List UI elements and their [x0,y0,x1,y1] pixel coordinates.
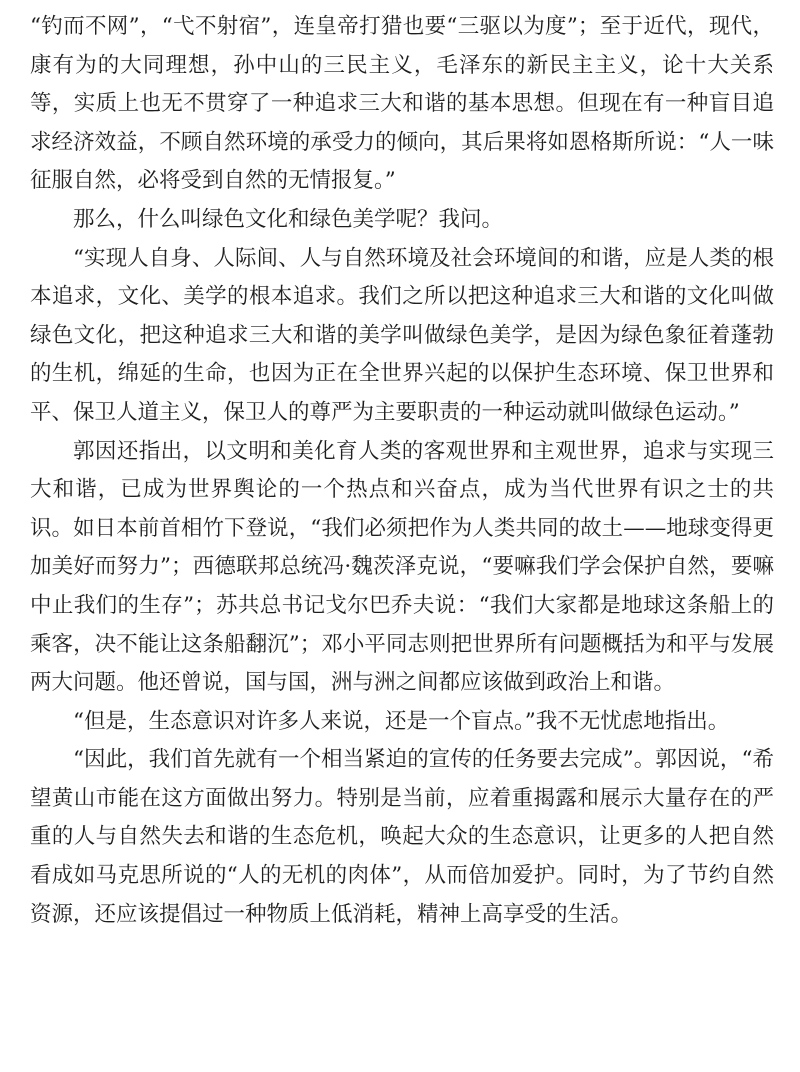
paragraph-1: “钓而不网”，“弋不射宿”，连皇帝打猎也要“三驱以为度”；至于近代，现代，康有为的大同理想，孙中山的三民主义，毛泽东的新民主主义，论十大关系等，实质上也无不贯穿了一种追求三大和谐的基本思想。但现在有一种盲目追求经济效益，不顾自然环境的承受力的倾向，其后果将如恩格斯所说：“人一味征服自然，必将受到自然的无情报复。” [30,14,774,194]
paragraph-4: 郭因还指出，以文明和美化育人类的客观世界和主观世界，追求与实现三大和谐，已成为世界舆论的一个热点和兴奋点，成为当代世界有识之士的共识。如日本前首相竹下登说，“我们必须把作为人类共同的故土——地球变得更加美好而努力”；西德联邦总统冯·魏茨泽克说，“要嘛我们学会保护自然，要嘛中止我们的生存”；苏共总书记戈尔巴乔夫说：“我们大家都是地球这条船上的乘客，决不能让这条船翻沉”；邓小平同志则把世界所有问题概括为和平与发展两大问题。他还曾说，国与国，洲与洲之间都应该做到政治上和谐。 [30,438,774,696]
paragraph-6: “因此，我们首先就有一个相当紧迫的宣传的任务要去完成”。郭因说，“希望黄山市能在这方面做出努力。特别是当前，应着重揭露和展示大量存在的严重的人与自然失去和谐的生态危机，唤起大众的生态意识，让更多的人把自然看成如马克思所说的“人的无机的肉体”，从而倍加爱护。同时，为了节约自然资源，还应该提倡过一种物质上低消耗，精神上高享受的生活。 [30,747,774,927]
paragraph-5: “但是，生态意识对许多人来说，还是一个盲点。”我不无忧虑地指出。 [73,708,730,734]
paragraph-3: “实现人自身、人际间、人与自然环境及社会环境间的和谐，应是人类的根本追求，文化、美学的根本追求。我们之所以把这种追求三大和谐的文化叫做绿色文化，把这种追求三大和谐的美学叫做绿色美学，是因为绿色象征着蓬勃的生机，绵延的生命，也因为正在全世界兴起的以保护生态环境、保卫世界和平、保卫人道主义，保卫人的尊严为主要职责的一种运动就叫做绿色运动。” [30,245,774,425]
document-page [30,8,774,934]
paragraph-2: 那么，什么叫绿色文化和绿色美学呢？我问。 [73,206,504,232]
